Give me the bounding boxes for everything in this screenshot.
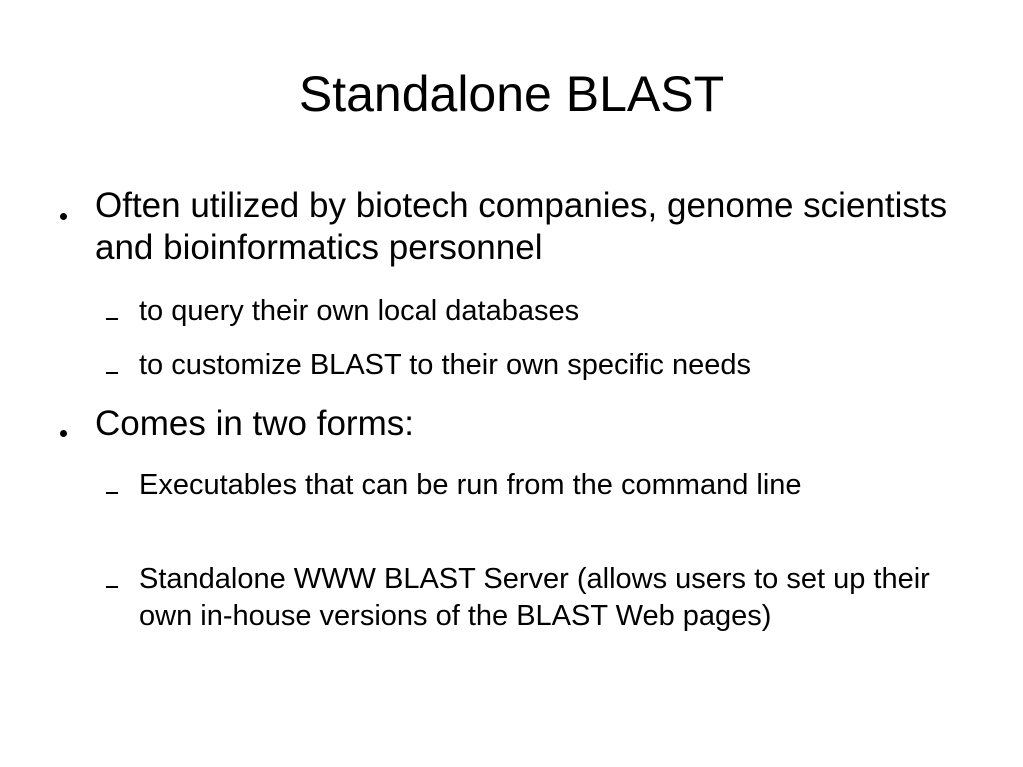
sub-bullet-text: to customize BLAST to their own specific needs — [139, 349, 751, 381]
sub-bullet-text: to query their own local databases — [139, 295, 580, 327]
sub-bullet-text: Executables that can be run from the command line — [139, 469, 802, 501]
sub-bullet-dash-icon — [106, 492, 118, 494]
sub-bullet-dash-icon — [106, 372, 118, 374]
bullet-text: Comes in two forms: — [95, 404, 414, 443]
sub-bullet-dash-icon — [106, 318, 118, 320]
sub-bullet-dash-icon — [106, 586, 118, 588]
bullet-dot-icon — [60, 213, 67, 220]
bullet-text: Often utilized by biotech companies, genome scientists and bioinformatics personnel — [95, 186, 948, 267]
slide-title: Standalone BLAST — [298, 66, 725, 122]
bullet-dot-icon — [60, 430, 67, 437]
sub-bullet-text: Standalone WWW BLAST Server (allows users to set up their own in-house versions of the BLAST Web pages) — [139, 563, 930, 632]
